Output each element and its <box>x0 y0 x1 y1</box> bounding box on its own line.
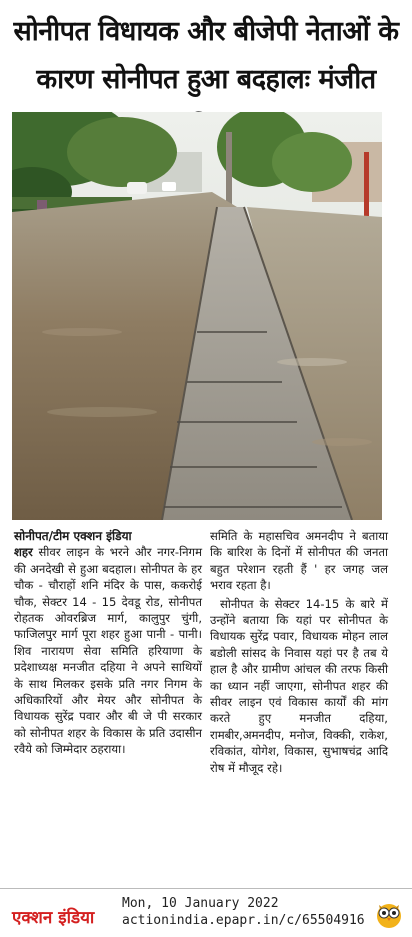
dateline: सोनीपत/टीम एक्शन इंडिया <box>14 529 132 543</box>
brand-logo: एक्शन इंडिया <box>12 908 95 928</box>
headline-line-2: कारण सोनीपत हुआ बदहालः मंजीत <box>36 64 376 95</box>
owl-mascot-icon <box>374 899 404 933</box>
lead-word: शहर <box>14 545 33 560</box>
article-column-2 <box>210 528 388 776</box>
footer-meta <box>122 895 365 929</box>
flooded-street-photo <box>12 112 382 520</box>
epaper-footer <box>0 888 412 937</box>
article-body-1: सीवर लाइन के भरने और नगर-निगम की अनदेखी से हुआ बदहाल। सोनीपत के हर चौक - चौराहों शनि मंदिर के पास, ककरोई चौक, सेक्टर 14 - 15 देवडू रोड, सोनीपत रोहतक ओवरब्रिज मार्ग, कालुपुर चुंगी, फाजिलपुर मार्ग पूरा शहर हुआ पानी - पानी। शिव नारायण सेवा समिति हरियाणा के प्रदेशाध्यक्ष मनजीत दहिया ने अपने साथियों के साथ मिलकर इसके प्रति नगर निगम के अधिकारियों और मेयर और सोनीपत के विधायक सुरेंद्र पवार और बी जे पी सरकार को सोनीपत शहर के विकास के प्रति उदासीन रवैये को जिम्मेदार ठहराया। <box>14 545 202 757</box>
article-paragraph-3: सोनीपत के सेक्टर 14-15 के बारे में उन्होंने बताया कि यहां पर सोनीपत के विधायक सुरेंद्र पवार, विधायक मोहन लाल बडोली सांसद के निवास यहां पर है तब ये हाल है और ग्रामीण आंचल की तरफ किसी का ध्यान नहीं जाएगा, सोनीपत शहर की सीवर लाइन एवं विकास कार्यों की मांग करते हुए मनजीत दहिया, रामबीर,अमनदीप, मनोज, विक्की, राकेश, रविकांत, योगेश, विकास, सुभाषचंद्र आदि रोष में मौजूद रहे। <box>210 596 388 775</box>
headline-line-1: सोनीपत विधायक और बीजेपी नेताओं के <box>13 16 399 47</box>
issue-date: Mon, 10 January 2022 <box>122 896 279 911</box>
epaper-url[interactable]: actionindia.epapr.in/c/65504916 <box>122 913 365 928</box>
article-paragraph-1 <box>14 544 202 757</box>
article-column-1 <box>14 528 202 758</box>
article-paragraph-2: समिति के महासचिव अमनदीप ने बताया कि बारिश के दिनों में सोनीपत की जनता बहुत परेशान रहती हैं ' हर जगह जल भराव रहता है। <box>210 529 388 593</box>
